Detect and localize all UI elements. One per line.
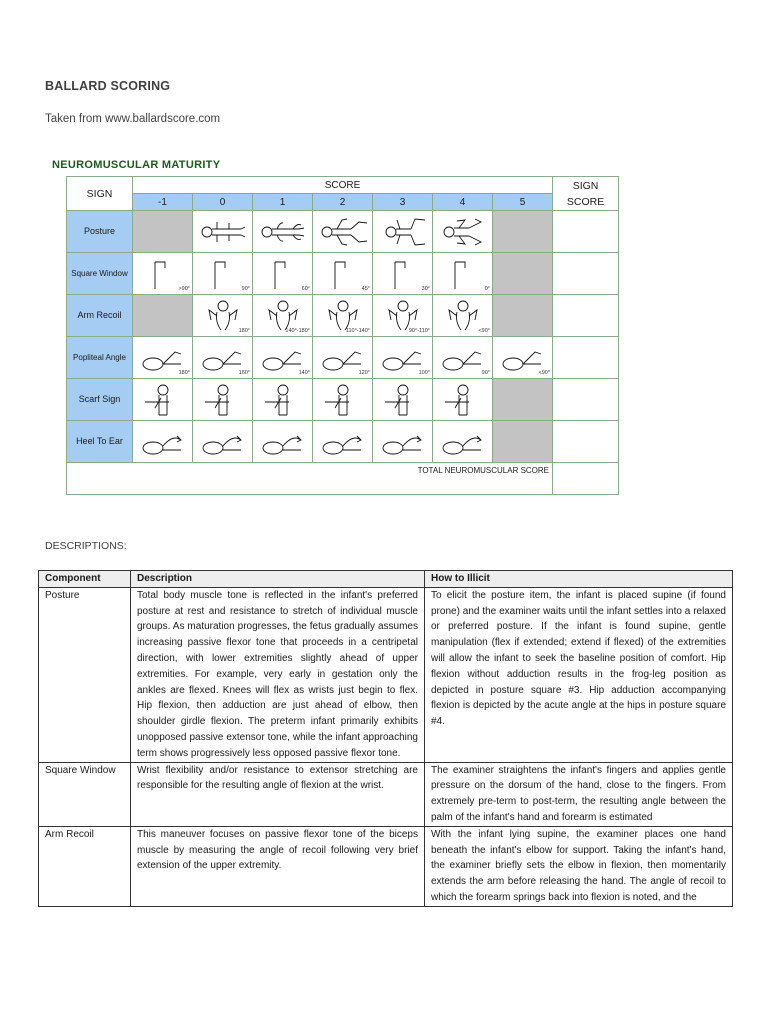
posture-figure-cell — [193, 211, 253, 253]
total-neuromuscular-label: TOTAL NEUROMUSCULAR SCORE — [67, 463, 553, 495]
arm-recoil-figure-cell — [433, 295, 493, 337]
heel-to-ear-figure-cell — [133, 421, 193, 463]
heel-icon — [313, 424, 372, 460]
scarf-sign-figure-cell — [433, 379, 493, 421]
neuromuscular-row — [67, 337, 619, 379]
neuromuscular-row — [67, 379, 619, 421]
angle-label: 100° — [418, 370, 430, 376]
how-to-illicit-cell: The examiner straightens the infant's fingers and applies gentle pressure on the dorsum of the hand, close to the fingers. From extremely pre-term to post-term, the resulting angle between the palm of the infant's hand and forearm is estimated — [425, 762, 733, 826]
arm-recoil-figure-cell — [253, 295, 313, 337]
descriptions-table — [38, 570, 733, 907]
heel-to-ear-figure-cell — [193, 421, 253, 463]
empty-score-cell — [493, 295, 553, 337]
angle-label: 110°-140° — [345, 328, 370, 334]
angle-label: 30° — [421, 286, 430, 292]
heel-icon — [193, 424, 252, 460]
empty-score-cell — [133, 295, 193, 337]
sign-score-cell — [553, 295, 619, 337]
heel-to-ear-figure-cell — [373, 421, 433, 463]
descriptions-body — [39, 587, 733, 906]
neuromuscular-maturity-table — [66, 176, 619, 495]
component-cell: Arm Recoil — [39, 826, 131, 906]
source-line: Taken from www.ballardscore.com — [45, 113, 221, 125]
angle-label: 140°-180° — [285, 328, 310, 334]
popliteal-angle-figure-cell — [313, 337, 373, 379]
heel-to-ear-figure-cell — [433, 421, 493, 463]
square-window-figure-cell — [133, 253, 193, 295]
scarf-sign-figure-cell — [133, 379, 193, 421]
posture-1-icon — [253, 214, 312, 250]
how-to-illicit-cell: To elicit the posture item, the infant is placed supine (if found prone) and the examiner waits until the infant settles into a relaxed or preferred posture. If the infant is found supine, gentle manipulation (flex if extended; extend if flexed) of the extremities will allow the infant to seek the baseline position of comfort. Hip flexion without adduction results in the frog-leg position as depicted in posture square #3. Hip adduction accompanying flexion is depicted by the acute angle at the hips in posture square #4. — [425, 587, 733, 762]
score-column-4: 4 — [433, 194, 493, 211]
scarf-icon — [373, 382, 432, 418]
empty-score-cell — [493, 253, 553, 295]
sign-score-cell — [553, 253, 619, 295]
heel-icon — [133, 424, 192, 460]
angle-label: 180° — [238, 328, 250, 334]
how-to-illicit-cell: With the infant lying supine, the examiner places one hand beneath the infant's elbow for support. Taking the infant's hand, the examiner briefly sets the elbow in flexion, then momentarily extends the arm before releasing the hand. The angle of recoil to which the forearm springs back into flexion is noted, and the — [425, 826, 733, 906]
scarf-sign-figure-cell — [313, 379, 373, 421]
square-window-figure-cell — [193, 253, 253, 295]
angle-label: <90° — [538, 370, 551, 376]
row-label-scarf-sign: Scarf Sign — [67, 379, 133, 421]
row-label-heel-to-ear: Heel To Ear — [67, 421, 133, 463]
description-row — [39, 826, 733, 906]
description-cell: Total body muscle tone is reflected in the infant's preferred posture at rest and resistance to stretch of individual muscle groups. As maturation progresses, the fetus gradually assumes increasing passive flexor tone that proceeds in a centripetal direction, with lower extremities slightly ahead of upper extremities. For example, very early in gestation only the ankles are flexed. Knees will flex as wrists just begin to flex. Hip flexion, then adduction are just ahead of elbow, then shoulder girdle flexion. The preterm infant primarily exhibits unopposed passive extensor tone, while the infant approaching term shows progressively less opposed passive flexor tone. — [131, 587, 425, 762]
description-row — [39, 587, 733, 762]
score-column-2: 2 — [313, 194, 373, 211]
posture-figure-cell — [313, 211, 373, 253]
empty-score-cell — [493, 211, 553, 253]
angle-label: 0° — [484, 286, 490, 292]
descriptions-heading: DESCRIPTIONS: — [45, 540, 127, 552]
heel-icon — [373, 424, 432, 460]
scarf-sign-figure-cell — [193, 379, 253, 421]
row-label-square-window: Square Window — [67, 253, 133, 295]
window-icon — [433, 256, 492, 292]
sign-score-cell — [553, 379, 619, 421]
scarf-sign-figure-cell — [253, 379, 313, 421]
descriptions-header-row — [39, 571, 733, 588]
heel-icon — [433, 424, 492, 460]
popliteal-angle-figure-cell — [193, 337, 253, 379]
heel-to-ear-figure-cell — [313, 421, 373, 463]
popliteal-angle-figure-cell — [433, 337, 493, 379]
neuromuscular-row — [67, 253, 619, 295]
angle-label: 120° — [358, 370, 370, 376]
neuromuscular-row — [67, 295, 619, 337]
square-window-figure-cell — [253, 253, 313, 295]
score-header: SCORE — [133, 177, 553, 194]
description-cell: This maneuver focuses on passive flexor tone of the biceps muscle by measuring the angle of recoil following very brief extension of the upper extremity. — [131, 826, 425, 906]
popliteal-angle-figure-cell — [493, 337, 553, 379]
sign-score-cell — [553, 421, 619, 463]
total-row — [67, 463, 619, 495]
popliteal-angle-figure-cell — [253, 337, 313, 379]
popliteal-angle-figure-cell — [133, 337, 193, 379]
scarf-icon — [193, 382, 252, 418]
neuromuscular-row — [67, 211, 619, 253]
row-label-popliteal-angle: Popliteal Angle — [67, 337, 133, 379]
component-cell: Posture — [39, 587, 131, 762]
score-column-5: 5 — [493, 194, 553, 211]
angle-label: 60° — [301, 286, 310, 292]
empty-score-cell — [493, 379, 553, 421]
sign-header: SIGN — [67, 177, 133, 211]
neuromuscular-row — [67, 421, 619, 463]
score-column--1: -1 — [133, 194, 193, 211]
arm-recoil-figure-cell — [313, 295, 373, 337]
total-neuromuscular-score — [553, 463, 619, 495]
scarf-icon — [433, 382, 492, 418]
posture-4-icon — [433, 214, 492, 250]
column-header-component: Component — [39, 571, 131, 588]
posture-2-icon — [313, 214, 372, 250]
score-column-3: 3 — [373, 194, 433, 211]
angle-label: 180° — [178, 370, 190, 376]
square-window-figure-cell — [313, 253, 373, 295]
column-header-description: Description — [131, 571, 425, 588]
popliteal-angle-figure-cell — [373, 337, 433, 379]
empty-score-cell — [493, 421, 553, 463]
scarf-icon — [313, 382, 372, 418]
angle-label: 160° — [238, 370, 250, 376]
angle-label: <90° — [478, 328, 490, 334]
document-title: BALLARD SCORING — [45, 79, 171, 93]
score-number-row — [67, 194, 619, 211]
scarf-sign-figure-cell — [373, 379, 433, 421]
neuromuscular-heading: NEUROMUSCULAR MATURITY — [52, 159, 221, 171]
arm-recoil-figure-cell — [193, 295, 253, 337]
sign-score-cell — [553, 337, 619, 379]
sign-score-header: SIGN SCORE — [553, 177, 619, 211]
row-label-arm-recoil: Arm Recoil — [67, 295, 133, 337]
sign-score-cell — [553, 211, 619, 253]
angle-label: 45° — [361, 286, 370, 292]
heel-icon — [253, 424, 312, 460]
posture-0-icon — [193, 214, 252, 250]
scarf-icon — [253, 382, 312, 418]
component-cell: Square Window — [39, 762, 131, 826]
neuromuscular-body — [67, 211, 619, 463]
column-header-how-to-illicit: How to Illicit — [425, 571, 733, 588]
row-label-posture: Posture — [67, 211, 133, 253]
angle-label: 90° — [241, 286, 250, 292]
description-cell: Wrist flexibility and/or resistance to extensor stretching are responsible for the resulting angle of flexion at the wrist. — [131, 762, 425, 826]
square-window-figure-cell — [433, 253, 493, 295]
description-row — [39, 762, 733, 826]
arm-recoil-figure-cell — [373, 295, 433, 337]
heel-to-ear-figure-cell — [253, 421, 313, 463]
score-column-1: 1 — [253, 194, 313, 211]
angle-label: 90° — [481, 370, 490, 376]
angle-label: 90°-110° — [408, 328, 430, 334]
scarf-icon — [133, 382, 192, 418]
score-column-0: 0 — [193, 194, 253, 211]
posture-3-icon — [373, 214, 432, 250]
posture-figure-cell — [373, 211, 433, 253]
square-window-figure-cell — [373, 253, 433, 295]
angle-label: 140° — [298, 370, 310, 376]
angle-label: >90° — [178, 286, 190, 292]
posture-figure-cell — [433, 211, 493, 253]
empty-score-cell — [133, 211, 193, 253]
posture-figure-cell — [253, 211, 313, 253]
